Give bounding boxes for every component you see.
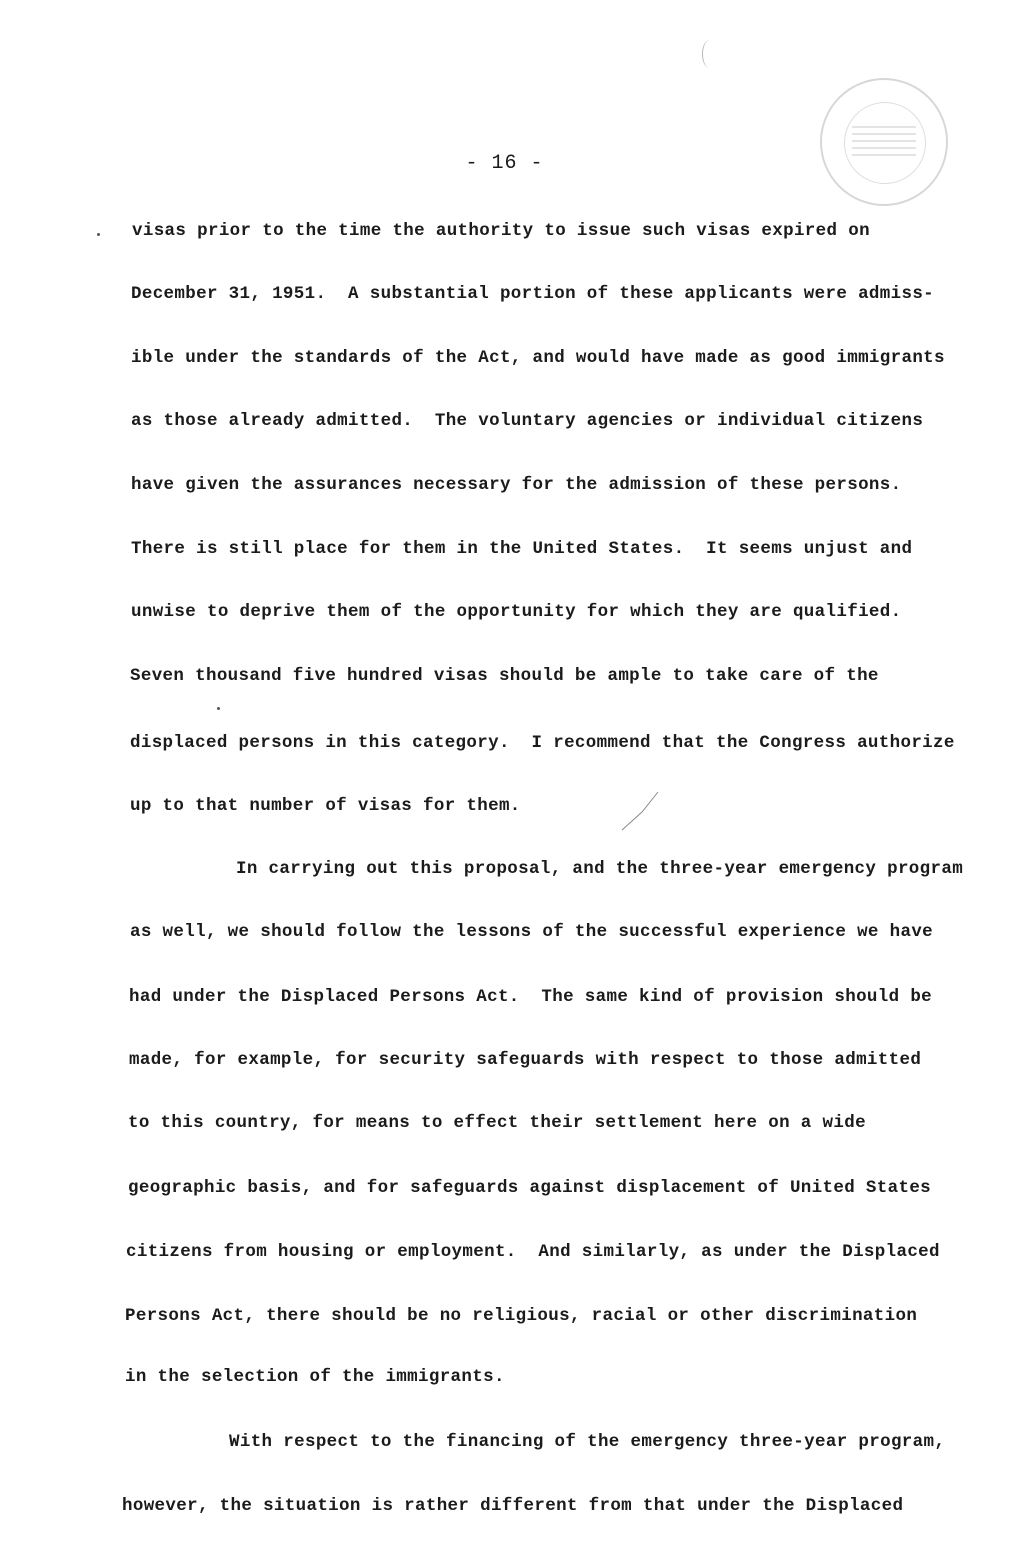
body-line: In carrying out this proposal, and the three-year emergency program: [236, 859, 964, 879]
body-line: Seven thousand five hundred visas should be ample to take care of the: [130, 666, 879, 686]
margin-dot: [217, 707, 220, 710]
body-line: citizens from housing or employment. And similarly, as under the Displaced: [126, 1242, 940, 1262]
page-number: - 16 -: [465, 152, 544, 175]
pencil-mark: [702, 40, 717, 68]
body-line: December 31, 1951. A substantial portion of these applicants were admiss-: [131, 284, 935, 304]
body-line: With respect to the financing of the emergency three-year program,: [229, 1432, 946, 1452]
body-line: geographic basis, and for safeguards against displacement of United States: [128, 1178, 932, 1198]
body-line: as those already admitted. The voluntary agencies or individual citizens: [131, 411, 924, 431]
body-line: have given the assurances necessary for the admission of these persons.: [131, 475, 902, 495]
body-line: made, for example, for security safeguards with respect to those admitted: [129, 1050, 922, 1070]
pen-stroke-mark: [620, 790, 660, 832]
body-line: ible under the standards of the Act, and would have made as good immigrants: [131, 348, 945, 368]
body-line: in the selection of the immigrants.: [125, 1367, 505, 1387]
body-line: Persons Act, there should be no religious, racial or other discrimination: [125, 1306, 918, 1326]
body-line: There is still place for them in the United States. It seems unjust and: [131, 539, 913, 559]
body-line: up to that number of visas for them.: [130, 796, 521, 816]
body-line: to this country, for means to effect their settlement here on a wide: [128, 1113, 866, 1133]
body-line: as well, we should follow the lessons of the successful experience we have: [130, 922, 934, 942]
archive-stamp: [820, 78, 948, 206]
body-line: visas prior to the time the authority to issue such visas expired on: [132, 221, 870, 241]
margin-dot: [97, 233, 100, 236]
body-line: however, the situation is rather different from that under the Displaced: [122, 1496, 904, 1516]
body-line: displaced persons in this category. I recommend that the Congress authorize: [130, 733, 955, 753]
body-line: unwise to deprive them of the opportunity for which they are qualified.: [131, 602, 902, 622]
body-line: had under the Displaced Persons Act. The same kind of provision should be: [129, 987, 933, 1007]
